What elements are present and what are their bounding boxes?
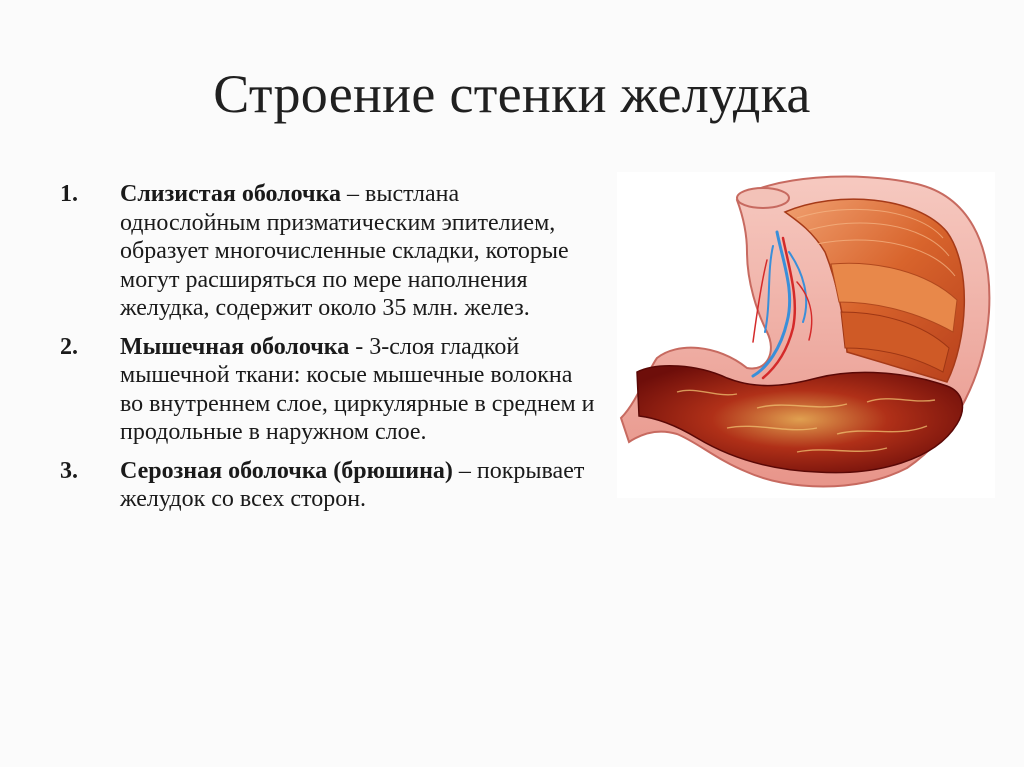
term-serosa: Серозная оболочка (брюшина) [120, 457, 453, 484]
wall-layers-list [60, 180, 600, 524]
list-number: 1. [60, 181, 78, 207]
term-muscle: Мышечная оболочка [120, 333, 350, 360]
term-mucosa: Слизистая оболочка [120, 181, 342, 207]
list-item-serosa [60, 457, 600, 514]
slide-title: Строение стенки желудка [213, 64, 811, 124]
description-mucosa: – выстлана однослойным призматическим эпителием, образует многочисленные складки, которые могут расширяться по мере наполнения желудка, содержит около 35 млн. желез. [120, 181, 569, 321]
list-text [120, 180, 600, 323]
list-text [120, 457, 600, 514]
list-item-mucosa [60, 180, 600, 323]
mucosa-layer [637, 366, 962, 473]
description-serosa: – покрывает желудок со всех сторон. [120, 457, 585, 512]
list-text [120, 333, 600, 447]
list-item-muscle [60, 333, 600, 447]
list-number: 3. [60, 457, 78, 484]
list-number: 2. [60, 333, 78, 360]
esophagus-opening [737, 188, 789, 208]
stomach-wall-diagram [617, 172, 995, 498]
description-muscle: - 3-слоя гладкой мышечной ткани: косые мышечные волокна во внутреннем слое, циркулярные в среднем и продольные в наружном слое. [120, 333, 595, 445]
stomach-illustration [617, 172, 995, 498]
